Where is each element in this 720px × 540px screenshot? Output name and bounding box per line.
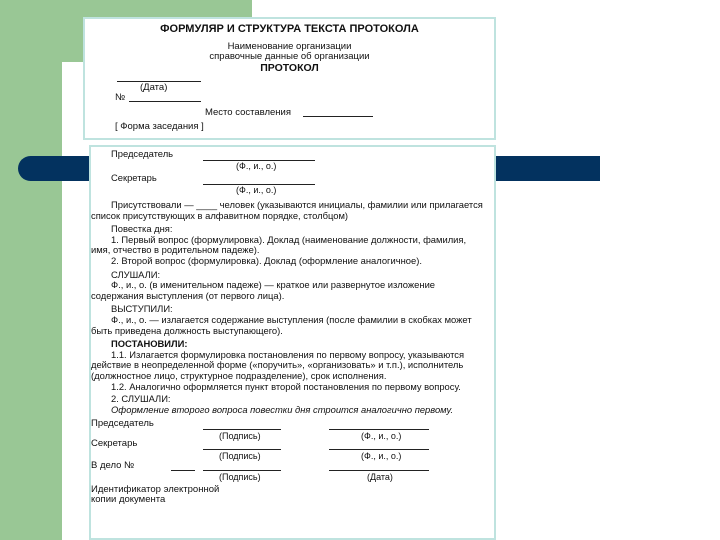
- secretary-label: Секретарь: [111, 172, 157, 183]
- secretary-label: Секретарь: [91, 438, 138, 450]
- heard-heading: СЛУШАЛИ:: [111, 268, 161, 280]
- doc-type: ПРОТОКОЛ: [260, 62, 319, 74]
- spoke-heading: ВЫСТУПИЛИ:: [111, 303, 173, 315]
- resolution-1: 1.1. Излагается формулировка постановления по первому вопросу, указываются действие в неопределенной форме («поручить», «организовать» и т.п.), исполнитель (должностное лицо, структурное подразделение), срок исполнения.: [91, 348, 465, 381]
- heard2-text: Оформление второго вопроса повестки дня строится аналогично первому.: [111, 403, 454, 415]
- resolved-heading: ПОСТАНОВИЛИ:: [111, 338, 188, 350]
- signature-label: (Подпись): [219, 431, 261, 442]
- fio-label: (Ф., и., о.): [236, 185, 277, 195]
- place-label: Место составления: [205, 107, 291, 118]
- agenda-label: Повестка дня:: [111, 223, 173, 235]
- meeting-form: [ Форма заседания ]: [115, 121, 204, 132]
- slide-background-left: [0, 0, 62, 540]
- agenda-item-1: 1. Первый вопрос (формулировка). Доклад (наименование должности, фамилия, имя, отчество в родительном падеже).: [91, 233, 467, 256]
- present-text: Присутствовали — ____ человек (указываются инициалы, фамилии или прилагается список присутствующих в алфавитном порядке, столбцом): [91, 199, 483, 221]
- org-name: Наименование организации: [227, 41, 352, 52]
- date-label: (Дата): [367, 472, 393, 483]
- fio-label: (Ф., и., о.): [236, 161, 277, 171]
- protocol-body-scan: [89, 145, 496, 540]
- signature-label: (Подпись): [219, 472, 261, 483]
- signature-label: (Подпись): [219, 451, 261, 462]
- number-label: №: [115, 92, 126, 103]
- signature-block: [91, 418, 484, 506]
- heard-text: Ф., и., о. (в именительном падеже) — краткое или развернутое изложение содержания выступления (от первого лица).: [91, 279, 436, 301]
- chairman-label: Председатель: [111, 148, 174, 159]
- org-info: справочные данные об организации: [209, 51, 370, 62]
- chairman-label: Председатель: [91, 418, 154, 430]
- heard2-heading: 2. СЛУШАЛИ:: [111, 393, 171, 405]
- spoke-text: Ф., и., о. — излагается содержание выступления (после фамилии в скобках может быть приведена должность выступающего).: [91, 313, 472, 336]
- form-title: ФОРМУЛЯР И СТРУКТУРА ТЕКСТА ПРОТОКОЛА: [160, 23, 419, 35]
- date-label: (Дата): [140, 82, 168, 93]
- fio-label: (Ф., и., о.): [361, 451, 402, 462]
- protocol-header-scan: [83, 17, 496, 140]
- to-file-label: В дело №: [91, 460, 135, 472]
- resolution-2: 1.2. Аналогично оформляется пункт второй постановления по первому вопросу.: [111, 380, 461, 392]
- e-copy-id: Идентификатор электронной копии документа: [91, 484, 220, 506]
- fio-label: (Ф., и., о.): [361, 431, 402, 442]
- agenda-item-2: 2. Второй вопрос (формулировка). Доклад (оформление аналогичное).: [111, 254, 422, 266]
